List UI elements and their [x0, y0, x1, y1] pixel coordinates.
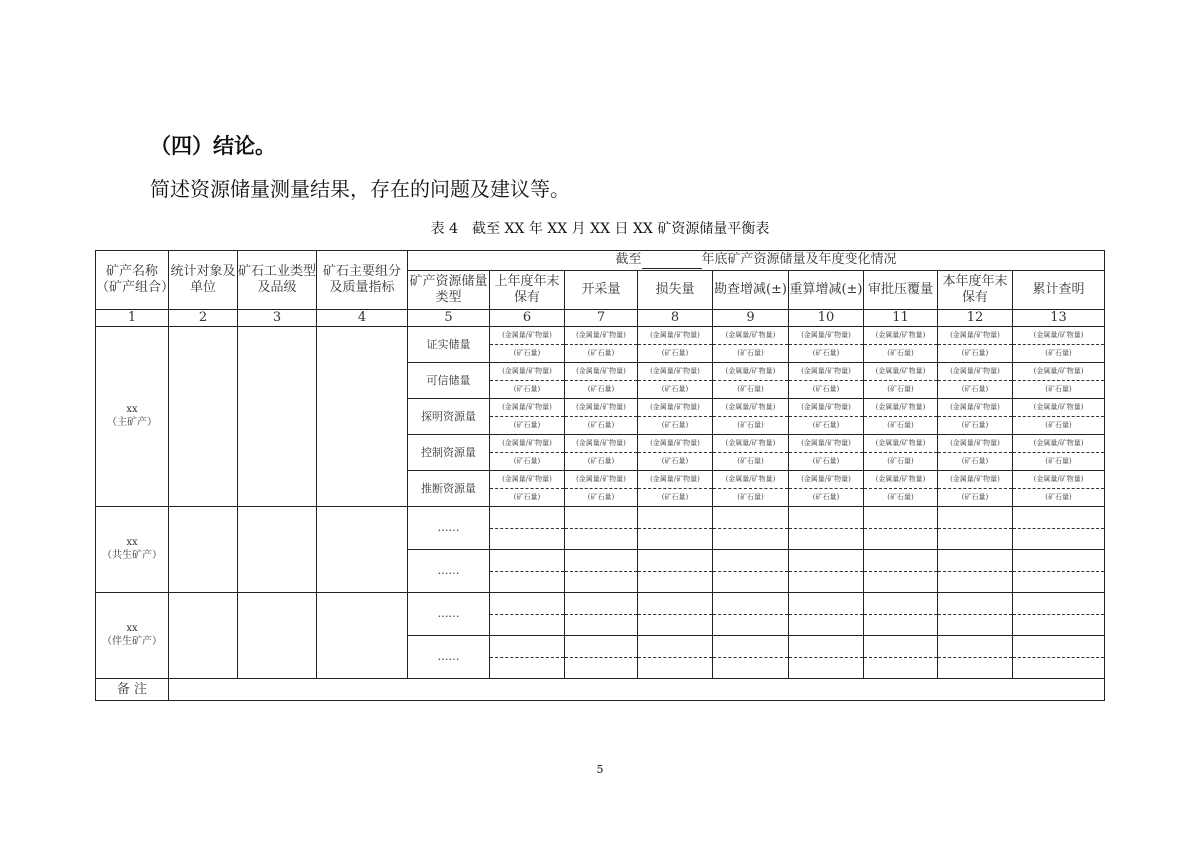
value-cell — [638, 471, 713, 507]
sub-header: 勘查增减(±) — [713, 271, 789, 310]
ellipsis: …… — [408, 593, 490, 636]
value-cell — [864, 435, 938, 471]
value-cell — [713, 507, 789, 550]
empty-cell — [238, 327, 317, 507]
value-cell — [565, 363, 638, 399]
cell-top: (金属量/矿物量) — [864, 399, 937, 417]
cell-bottom: (矿石量) — [587, 385, 615, 394]
value-cell — [490, 550, 565, 593]
reserve-type: 控制资源量 — [408, 435, 490, 471]
header-ore-type: 矿石工业类型及品级 — [238, 251, 317, 310]
mineral-name: xx — [126, 404, 138, 416]
cell-bottom: (矿石量) — [737, 493, 764, 502]
cell-bottom: (矿石量) — [1045, 349, 1072, 358]
value-cell — [938, 550, 1013, 593]
cell-bottom: (矿石量) — [513, 493, 541, 502]
assoc-mineral-cell — [96, 593, 169, 679]
value-cell — [1013, 507, 1105, 550]
value-cell — [1013, 327, 1105, 363]
cell-bottom: (矿石量) — [812, 457, 840, 466]
cell-bottom: (矿石量) — [1045, 457, 1072, 466]
cell-top: (金属量/矿物量) — [713, 471, 788, 489]
cell-top: (金属量/矿物量) — [490, 399, 564, 417]
value-cell — [1013, 636, 1105, 679]
empty-cell — [317, 507, 408, 593]
column-number: 2 — [169, 310, 238, 327]
value-cell — [713, 435, 789, 471]
cell-top: (金属量/矿物量) — [789, 327, 863, 345]
value-cell — [864, 327, 938, 363]
cell-bottom: (矿石量) — [1045, 421, 1072, 430]
value-cell — [490, 636, 565, 679]
cell-top: (金属量/矿物量) — [864, 471, 937, 489]
sub-header: 上年度年末保有 — [490, 271, 565, 310]
value-cell — [490, 593, 565, 636]
span-suffix: 年底矿产资源储量及年度变化情况 — [701, 252, 897, 268]
cell-top: (金属量/矿物量) — [1013, 399, 1104, 417]
cell-top: (金属量/矿物量) — [938, 471, 1012, 489]
value-cell — [938, 399, 1013, 435]
table-row — [96, 507, 1105, 550]
page-number: 5 — [596, 763, 604, 776]
cell-top: (金属量/矿物量) — [490, 363, 564, 381]
cell-bottom: (矿石量) — [661, 349, 689, 358]
cell-top: (金属量/矿物量) — [638, 327, 712, 345]
cell-top: (金属量/矿物量) — [565, 327, 637, 345]
cell-top: (金属量/矿物量) — [938, 399, 1012, 417]
cell-top: (金属量/矿物量) — [864, 363, 937, 381]
value-cell — [713, 363, 789, 399]
empty-cell — [317, 593, 408, 679]
cell-bottom: (矿石量) — [737, 349, 764, 358]
cell-top: (金属量/矿物量) — [1013, 327, 1104, 345]
cell-top: (金属量/矿物量) — [938, 327, 1012, 345]
value-cell — [1013, 363, 1105, 399]
value-cell — [938, 471, 1013, 507]
value-cell — [938, 636, 1013, 679]
cell-bottom: (矿石量) — [737, 421, 764, 430]
value-cell — [490, 327, 565, 363]
cell-bottom: (矿石量) — [887, 493, 914, 502]
empty-cell — [238, 593, 317, 679]
co-mineral-cell — [96, 507, 169, 593]
cell-bottom: (矿石量) — [961, 385, 989, 394]
cell-top: (金属量/矿物量) — [713, 399, 788, 417]
cell-top: (金属量/矿物量) — [713, 363, 788, 381]
value-cell — [789, 363, 864, 399]
empty-cell — [317, 327, 408, 507]
value-cell — [565, 399, 638, 435]
cell-top: (金属量/矿物量) — [490, 435, 564, 453]
cell-bottom: (矿石量) — [887, 349, 914, 358]
cell-top: (金属量/矿物量) — [638, 471, 712, 489]
value-cell — [1013, 471, 1105, 507]
sub-header: 矿产资源储量类型 — [408, 271, 490, 310]
value-cell — [789, 550, 864, 593]
cell-bottom: (矿石量) — [812, 493, 840, 502]
value-cell — [789, 399, 864, 435]
cell-bottom: (矿石量) — [661, 385, 689, 394]
value-cell — [565, 550, 638, 593]
value-cell — [789, 636, 864, 679]
value-cell — [565, 327, 638, 363]
value-cell — [638, 593, 713, 636]
value-cell — [938, 593, 1013, 636]
cell-bottom: (矿石量) — [587, 349, 615, 358]
cell-bottom: (矿石量) — [587, 421, 615, 430]
value-cell — [789, 435, 864, 471]
value-cell — [1013, 550, 1105, 593]
value-cell — [713, 636, 789, 679]
value-cell — [565, 507, 638, 550]
cell-bottom: (矿石量) — [812, 349, 840, 358]
value-cell — [565, 593, 638, 636]
column-number: 12 — [938, 310, 1013, 327]
cell-bottom: (矿石量) — [661, 457, 689, 466]
value-cell — [789, 507, 864, 550]
ellipsis: …… — [408, 636, 490, 679]
reserve-type: 探明资源量 — [408, 399, 490, 435]
cell-top: (金属量/矿物量) — [565, 399, 637, 417]
value-cell — [638, 550, 713, 593]
cell-bottom: (矿石量) — [812, 421, 840, 430]
value-cell — [565, 435, 638, 471]
sub-header: 开采量 — [565, 271, 638, 310]
value-cell — [938, 363, 1013, 399]
value-cell — [938, 507, 1013, 550]
column-number: 7 — [565, 310, 638, 327]
value-cell — [565, 636, 638, 679]
cell-top: (金属量/矿物量) — [789, 399, 863, 417]
column-number: 1 — [96, 310, 169, 327]
mineral-role: （共生矿产） — [102, 549, 162, 561]
mineral-name: xx — [126, 623, 138, 635]
reserve-type: 证实储量 — [408, 327, 490, 363]
value-cell — [713, 471, 789, 507]
value-cell — [490, 363, 565, 399]
value-cell — [1013, 593, 1105, 636]
value-cell — [490, 399, 565, 435]
cell-bottom: (矿石量) — [1045, 493, 1072, 502]
cell-top: (金属量/矿物量) — [638, 399, 712, 417]
ellipsis: …… — [408, 507, 490, 550]
value-cell — [864, 363, 938, 399]
cell-bottom: (矿石量) — [887, 385, 914, 394]
sub-header: 审批压覆量 — [864, 271, 938, 310]
value-cell — [638, 363, 713, 399]
header-stat-object: 统计对象及单位 — [169, 251, 238, 310]
cell-top: (金属量/矿物量) — [490, 471, 564, 489]
cell-top: (金属量/矿物量) — [938, 363, 1012, 381]
value-cell — [789, 593, 864, 636]
value-cell — [864, 507, 938, 550]
value-cell — [638, 636, 713, 679]
column-number: 4 — [317, 310, 408, 327]
value-cell — [638, 435, 713, 471]
cell-top: (金属量/矿物量) — [938, 435, 1012, 453]
cell-bottom: (矿石量) — [513, 421, 541, 430]
value-cell — [638, 327, 713, 363]
value-cell — [713, 327, 789, 363]
value-cell — [864, 471, 938, 507]
blank-year — [642, 256, 702, 269]
cell-bottom: (矿石量) — [661, 493, 689, 502]
cell-bottom: (矿石量) — [513, 349, 541, 358]
cell-top: (金属量/矿物量) — [565, 435, 637, 453]
column-number: 8 — [638, 310, 713, 327]
cell-bottom: (矿石量) — [737, 385, 764, 394]
value-cell — [864, 550, 938, 593]
value-cell — [638, 507, 713, 550]
cell-top: (金属量/矿物量) — [638, 363, 712, 381]
value-cell — [713, 550, 789, 593]
value-cell — [864, 636, 938, 679]
reserve-balance-table — [95, 250, 1105, 701]
empty-cell — [169, 507, 238, 593]
remarks-row — [96, 679, 1105, 701]
cell-top: (金属量/矿物量) — [565, 363, 637, 381]
cell-top: (金属量/矿物量) — [789, 435, 863, 453]
reserve-type: 推断资源量 — [408, 471, 490, 507]
cell-top: (金属量/矿物量) — [713, 327, 788, 345]
paragraph: 简述资源储量测量结果，存在的问题及建议等。 — [150, 177, 570, 201]
table-caption: 表 4 截至 XX 年 XX 月 XX 日 XX 矿资源储量平衡表 — [430, 221, 770, 237]
value-cell — [565, 471, 638, 507]
value-cell — [490, 507, 565, 550]
value-cell — [864, 593, 938, 636]
cell-bottom: (矿石量) — [961, 421, 989, 430]
mineral-role: （伴生矿产） — [102, 635, 162, 647]
cell-bottom: (矿石量) — [587, 493, 615, 502]
column-number: 10 — [789, 310, 864, 327]
cell-top: (金属量/矿物量) — [490, 327, 564, 345]
section-heading: （四）结论。 — [150, 134, 276, 158]
value-cell — [1013, 435, 1105, 471]
cell-top: (金属量/矿物量) — [789, 471, 863, 489]
cell-bottom: (矿石量) — [661, 421, 689, 430]
value-cell — [490, 471, 565, 507]
column-number: 9 — [713, 310, 789, 327]
table-row — [96, 593, 1105, 636]
value-cell — [789, 471, 864, 507]
cell-bottom: (矿石量) — [587, 457, 615, 466]
ellipsis: …… — [408, 550, 490, 593]
cell-bottom: (矿石量) — [1045, 385, 1072, 394]
cell-top: (金属量/矿物量) — [1013, 471, 1104, 489]
value-cell — [638, 399, 713, 435]
value-cell — [1013, 399, 1105, 435]
value-cell — [938, 327, 1013, 363]
cell-top: (金属量/矿物量) — [713, 435, 788, 453]
reserve-type: 可信储量 — [408, 363, 490, 399]
column-number: 6 — [490, 310, 565, 327]
cell-bottom: (矿石量) — [961, 493, 989, 502]
remarks-label: 备 注 — [96, 679, 169, 701]
value-cell — [789, 327, 864, 363]
value-cell — [938, 435, 1013, 471]
cell-top: (金属量/矿物量) — [789, 363, 863, 381]
cell-bottom: (矿石量) — [887, 421, 914, 430]
sub-header: 重算增减(±) — [789, 271, 864, 310]
cell-top: (金属量/矿物量) — [565, 471, 637, 489]
cell-bottom: (矿石量) — [812, 385, 840, 394]
cell-bottom: (矿石量) — [887, 457, 914, 466]
cell-bottom: (矿石量) — [737, 457, 764, 466]
sub-header: 损失量 — [638, 271, 713, 310]
main-mineral-cell — [96, 327, 169, 507]
column-number: 13 — [1013, 310, 1105, 327]
cell-top: (金属量/矿物量) — [864, 435, 937, 453]
cell-bottom: (矿石量) — [513, 385, 541, 394]
cell-bottom: (矿石量) — [513, 457, 541, 466]
sub-header: 累计查明 — [1013, 271, 1105, 310]
column-number: 11 — [864, 310, 938, 327]
cell-top: (金属量/矿物量) — [864, 327, 937, 345]
column-number: 3 — [238, 310, 317, 327]
value-cell — [713, 593, 789, 636]
sub-header: 本年度年末保有 — [938, 271, 1013, 310]
header-span — [408, 251, 1105, 271]
cell-top: (金属量/矿物量) — [1013, 363, 1104, 381]
mineral-name: xx — [126, 537, 138, 549]
value-cell — [864, 399, 938, 435]
value-cell — [490, 435, 565, 471]
column-number: 5 — [408, 310, 490, 327]
header-mineral-name: 矿产名称（矿产组合） — [96, 251, 169, 310]
cell-bottom: (矿石量) — [961, 457, 989, 466]
cell-top: (金属量/矿物量) — [638, 435, 712, 453]
empty-cell — [238, 507, 317, 593]
empty-cell — [169, 593, 238, 679]
header-quality: 矿石主要组分及质量指标 — [317, 251, 408, 310]
remarks-value — [169, 679, 1105, 701]
empty-cell — [169, 327, 238, 507]
mineral-role: （主矿产） — [107, 416, 157, 428]
cell-top: (金属量/矿物量) — [1013, 435, 1104, 453]
span-prefix: 截至 — [615, 252, 642, 268]
table-row — [96, 327, 1105, 363]
value-cell — [713, 399, 789, 435]
cell-bottom: (矿石量) — [961, 349, 989, 358]
